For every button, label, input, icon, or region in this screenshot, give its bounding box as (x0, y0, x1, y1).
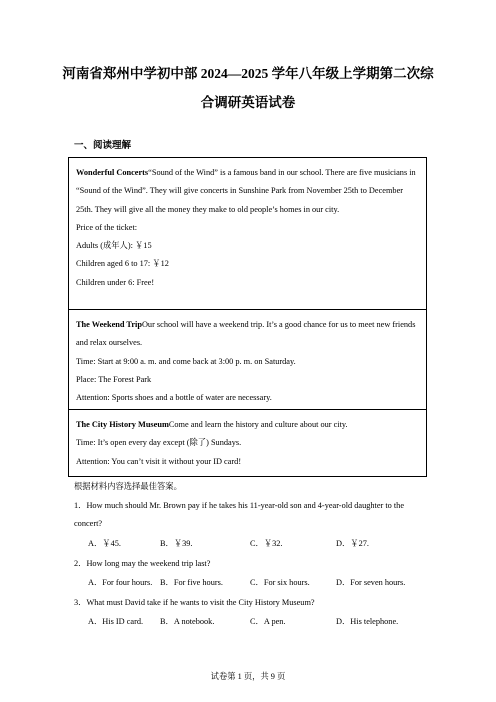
section-heading: 一、阅读理解 (74, 141, 132, 151)
option-a[interactable]: A．For four hours. (88, 578, 153, 587)
passage-line: Attention: You can’t visit it without your ID card! (76, 456, 242, 466)
exam-title-line1: 河南省郑州中学初中部 2024—2025 学年八年级上学期第二次综 (62, 66, 434, 81)
page-footer: 试卷第 1 页，共 9 页 (210, 672, 286, 681)
passage-line: Attention: Sports shoes and a bottle of water are necessary. (76, 393, 272, 403)
passage-line: Place: The Forest Park (76, 374, 152, 384)
passage-paragraph (76, 164, 420, 219)
option-d[interactable]: D．￥27. (336, 539, 369, 548)
instruction-text: 根据材料内容选择最佳答案。 (74, 482, 182, 491)
option-c[interactable]: C．For six hours. (250, 578, 310, 587)
option-c[interactable]: C．￥32. (250, 539, 283, 548)
passage-heading: The City History Museum (76, 420, 169, 429)
option-a[interactable]: A．His ID card. (88, 617, 144, 626)
question-3: 3．What must David take if he wants to visit the City History Museum? (74, 598, 315, 607)
passage-line: Price of the ticket: (76, 222, 138, 232)
option-b[interactable]: B．￥39. (160, 539, 193, 548)
option-d[interactable]: D．For seven hours. (336, 578, 406, 587)
passage-box-weekend-trip (68, 309, 427, 410)
option-d[interactable]: D．His telephone. (336, 617, 399, 626)
exam-title-line2: 合调研英语试卷 (200, 95, 296, 110)
option-b[interactable]: B．A notebook. (160, 617, 215, 626)
passage-line: Children aged 6 to 17: ￥12 (76, 259, 169, 269)
question-1: 1．How much should Mr. Brown pay if he takes his 11-year-old son and 4-year-old daughter to the concert? (74, 501, 405, 529)
passage-line: Adults (成年人): ￥15 (76, 241, 152, 251)
passage-paragraph (76, 316, 420, 353)
option-c[interactable]: C．A pen. (250, 617, 286, 626)
passage-intro: Come and learn the history and culture about our city. (168, 420, 348, 429)
passage-intro: Our school will have a weekend trip. It’s a good chance for us to meet new friends and relax ourselves. (76, 320, 416, 348)
passage-line: Time: Start at 9:00 a. m. and come back at 3:00 p. m. on Saturday. (76, 356, 296, 366)
passage-intro: “Sound of the Wind” is a famous band in our school. There are five musicians in “Sound of the Wind”. They will give concerts in Sunshine Park from November 25th to December 25th. They will give all the money they make to old people’s homes in our city. (76, 168, 416, 214)
passage-heading: Wonderful Concerts (76, 168, 149, 177)
passage-box-concerts (68, 157, 427, 310)
passage-line: Children under 6: Free! (76, 277, 155, 287)
passage-heading: The Weekend Trip (76, 320, 142, 329)
passage-line: Time: It’s open every day except (除了) Sundays. (76, 438, 242, 448)
option-b[interactable]: B．For five hours. (160, 578, 223, 587)
option-a[interactable]: A．￥45. (88, 539, 121, 548)
question-2: 2．How long may the weekend trip last? (74, 559, 211, 568)
passage-box-history-museum (68, 409, 427, 477)
passage-paragraph (76, 416, 420, 434)
